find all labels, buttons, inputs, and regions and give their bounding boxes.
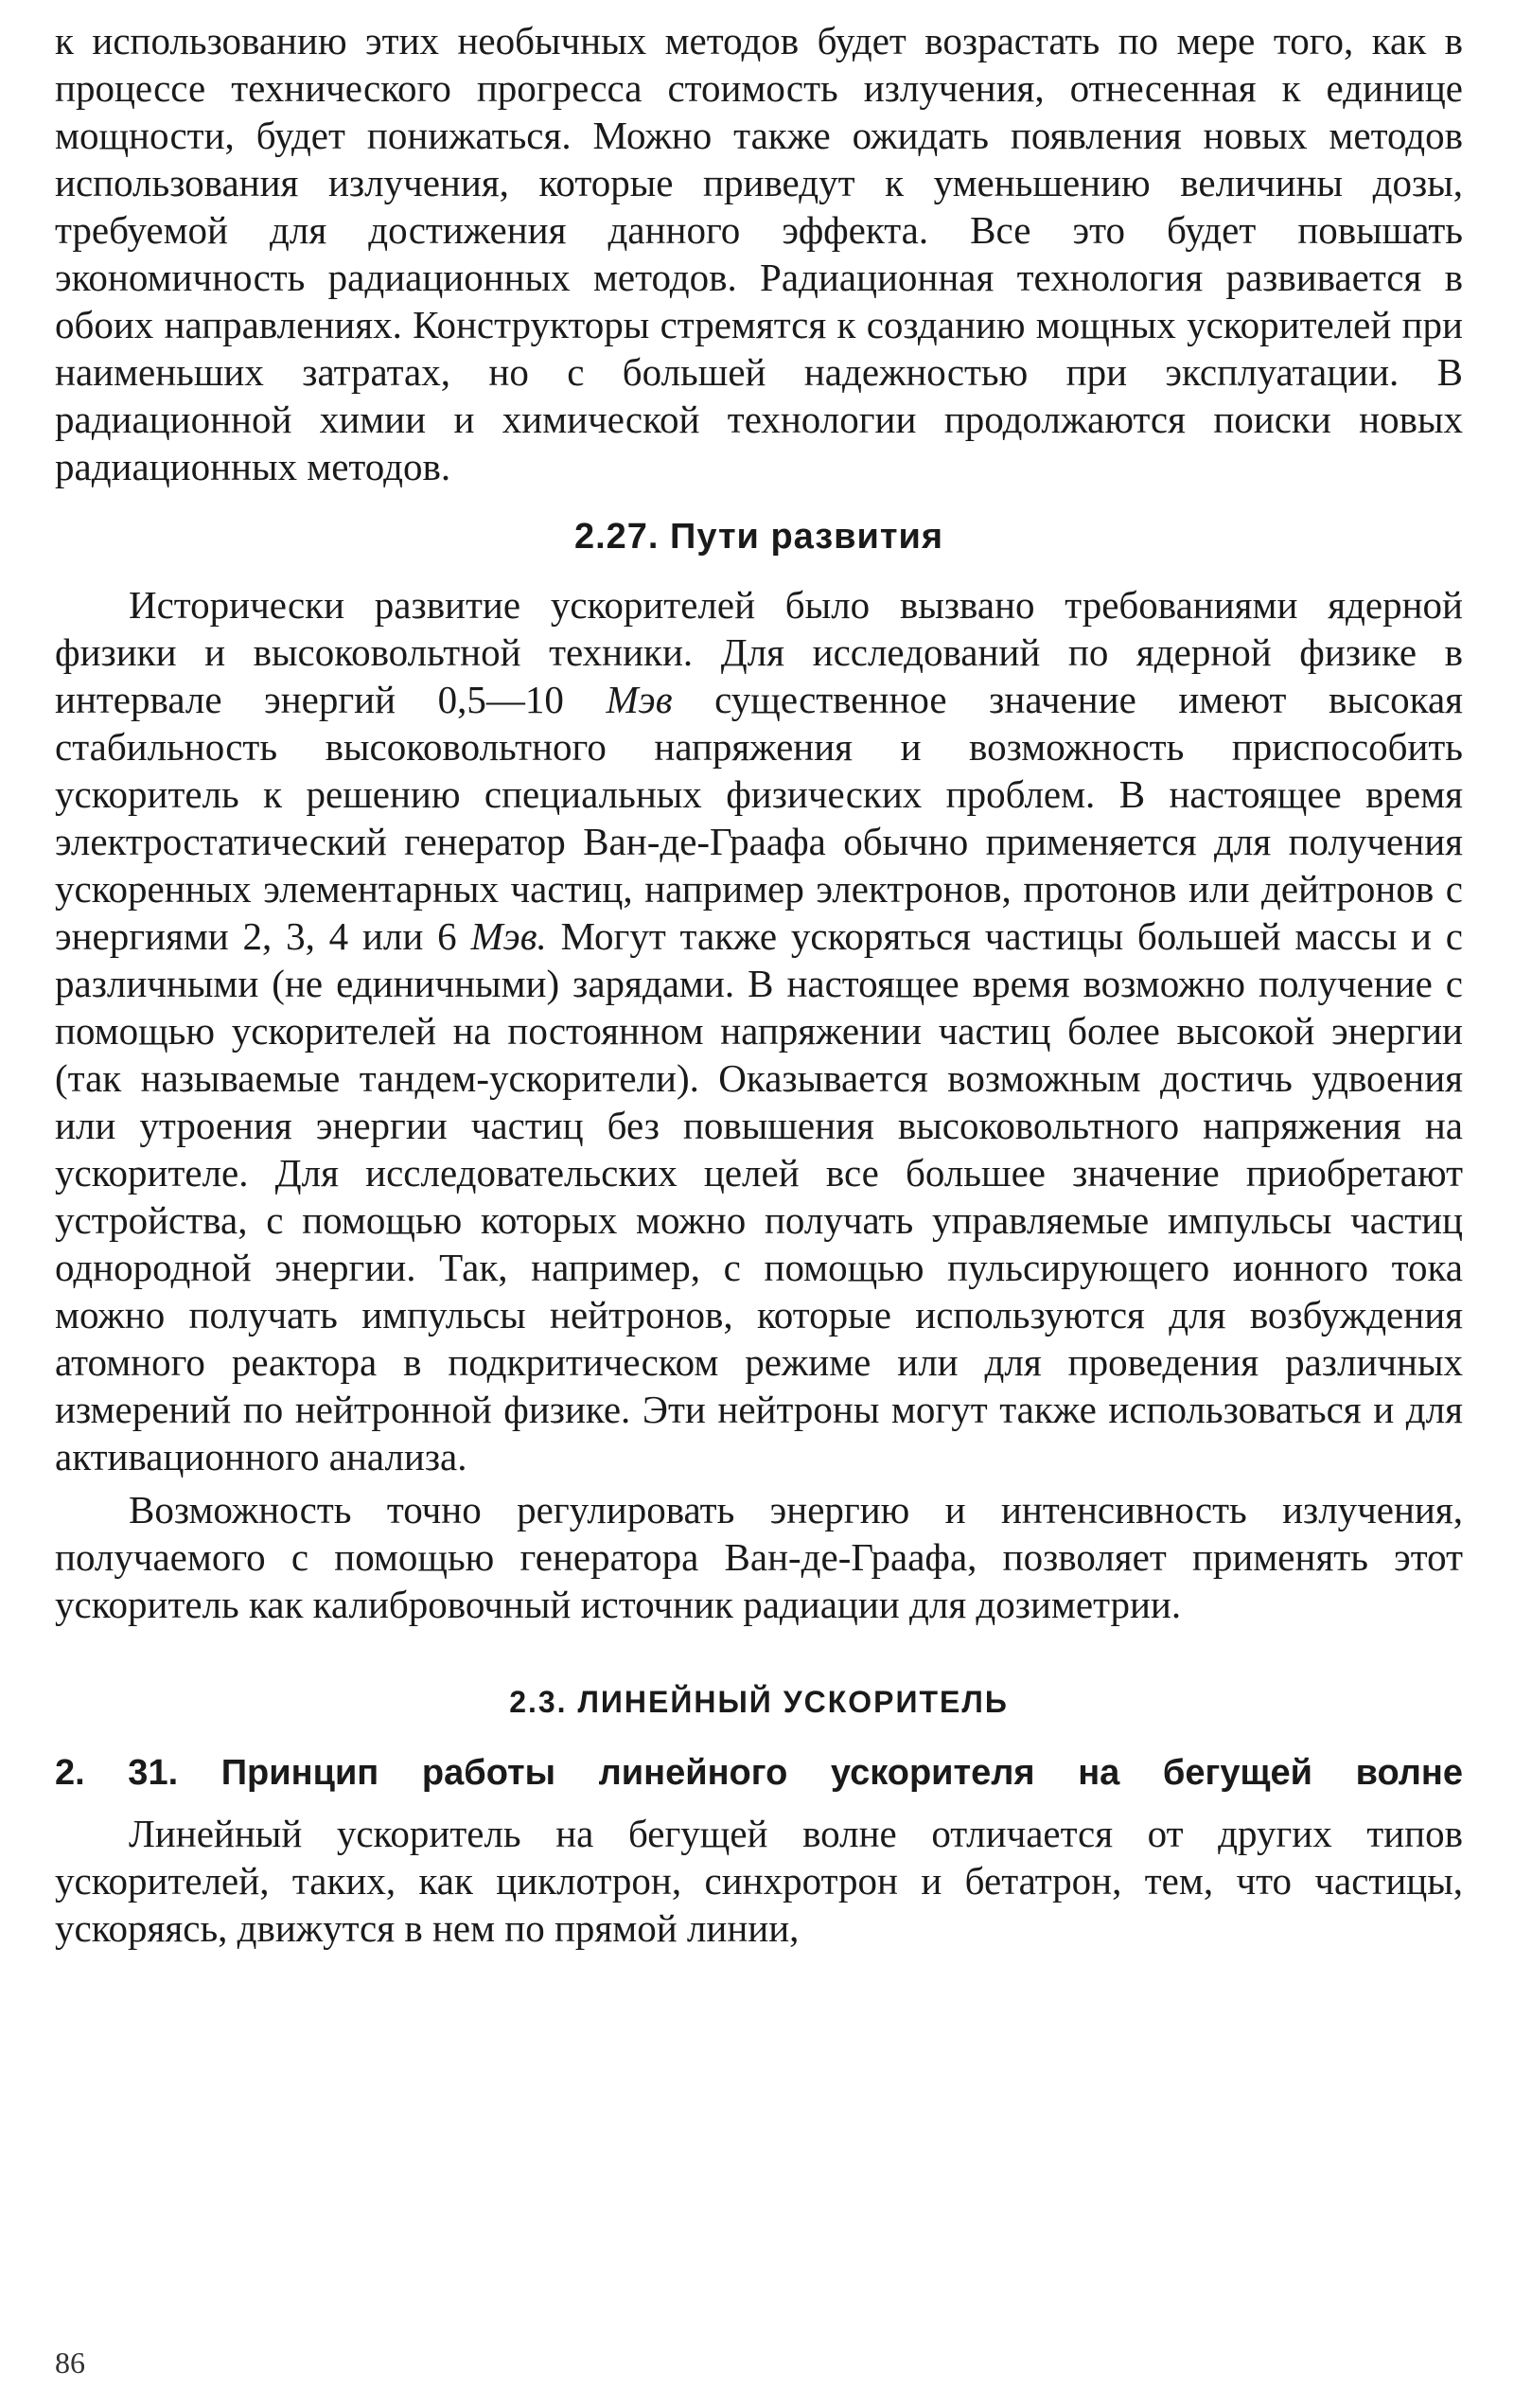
section-heading-2-31: 2. 31. Принцип работы линейного ускорителя на бегущей волне	[55, 1753, 1463, 1793]
section-heading-2-27: 2.27. Пути развития	[573, 517, 944, 557]
unit-mev-2: Мэв.	[470, 914, 547, 958]
paragraph-intro-continuation: к использованию этих необычных методов будет возрастать по мере того, как в процессе технического прогресса стоимость излучения, отнесенная к единице мощности, будет понижаться. Можно также ожидать появления новых методов использования излучения, которые приведут к уменьшению величины дозы, требуемой для достижения данного эффекта. Все это будет повышать экономичность радиационных методов. Радиационная технология развивается в обоих направлениях. Конструкторы стремятся к созданию мощных ускорителей при наименьших затратах, но с большей надежностью при эксплуатации. В радиационной химии и химической технологии продолжаются поиски новых радиационных методов.	[55, 19, 1463, 488]
paragraph-development-part-3: Могут также ускоряться частицы большей массы и с различными (не единичными) зарядами. В настоящее время возможно получение с помощью ускорителей на постоянном напряжении частиц более высокой энергии (так называемые тандем-ускорители). Оказывается возможным достичь удвоения или утроения энергии частиц без повышения высоковольтного напряжения на ускорителе. Для исследовательских целей все большее значение приобретают устройства, с помощью которых можно получать управляемые импульсы частиц однородной энергии. Так, например, с помощью пульсирующего ионного тока можно получать импульсы нейтронов, которые используются для возбуждения атомного реактора в подкритическом режиме или для проведения различных измерений по нейтронной физике. Эти нейтроны могут также использоваться и для активационного анализа.	[55, 914, 1463, 1478]
document-page	[55, 17, 1463, 1952]
page-number: 86	[55, 2346, 85, 2380]
paragraph-development-part-2: существенное значение имеют высокая стабильность высоковольтного напряжения и возможность приспособить ускоритель к решению специальных физических проблем. В настоящее время электростатический генератор Ван-де-Граафа обычно применяется для получения ускоренных элементарных частиц, например электронов, протонов или дейтронов с энергиями 2, 3, 4 или 6	[55, 678, 1464, 958]
paragraph-development	[55, 581, 1463, 1480]
paragraph-linear-accelerator: Линейный ускоритель на бегущей волне отличается от других типов ускорителей, таких, как циклотрон, синхротрон и бетатрон, тем, что частицы, ускоряясь, движутся в нем по прямой линии,	[55, 1812, 1463, 1950]
unit-mev: Мэв	[606, 678, 673, 721]
chapter-heading-2-3: 2.3. ЛИНЕЙНЫЙ УСКОРИТЕЛЬ	[509, 1685, 1009, 1719]
paragraph-calibration: Возможность точно регулировать энергию и интенсивность излучения, получаемого с помощью генератора Ван-де-Граафа, позволяет применять этот ускоритель как калибровочный источник радиации для дозиметрии.	[55, 1488, 1463, 1626]
paragraph-development-part-1: Исторически развитие ускорителей было вызвано требованиями ядерной физики и высоковольтной техники. Для исследований по ядерной физике в интервале энергий 0,5—10	[55, 583, 1463, 721]
